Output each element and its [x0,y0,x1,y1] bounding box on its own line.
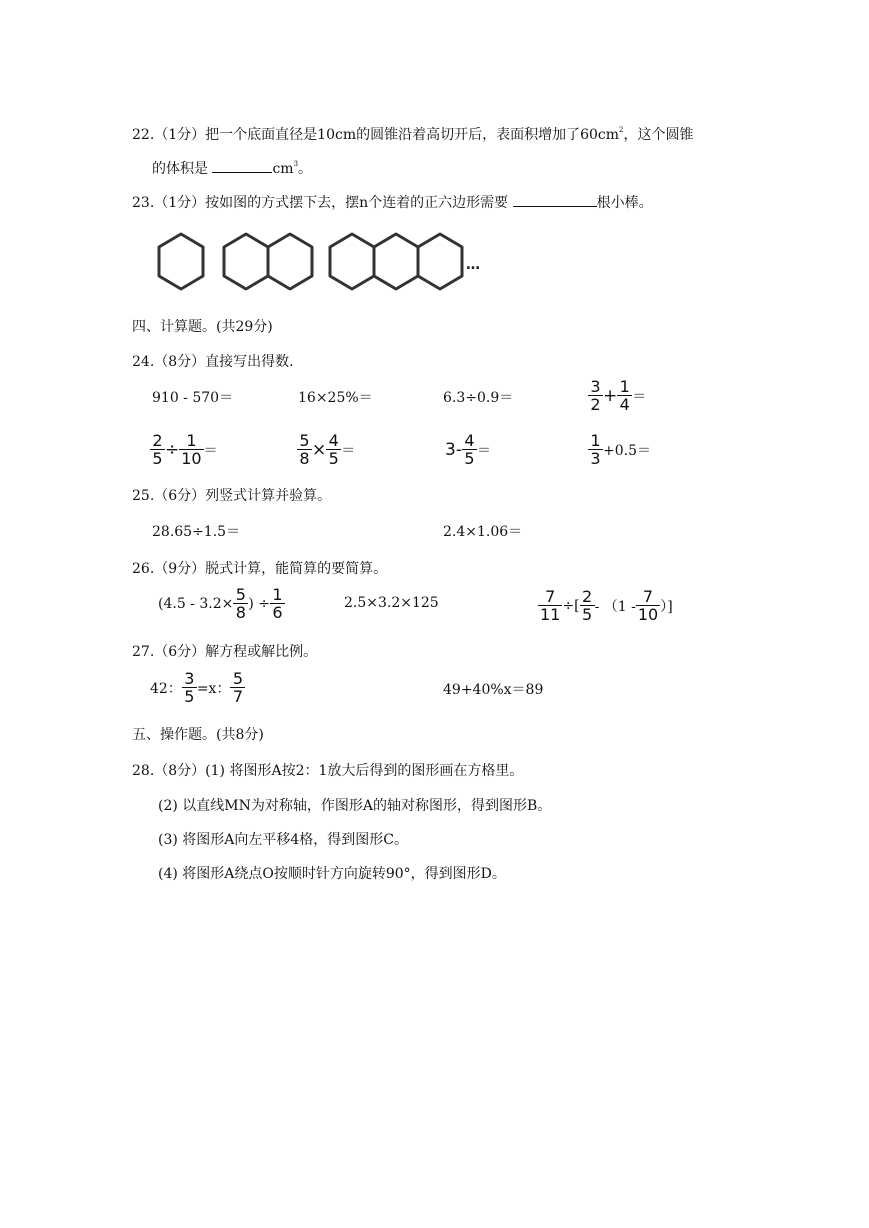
hexagon-3c [418,234,462,289]
fraction: $\frac{2}{5}$ [151,432,164,467]
section-4-heading: 四、计算题。(共29分) [132,319,273,335]
q25-title: 25.（6分）列竖式计算并验算。 [132,488,332,504]
q26-title: 26.（9分）脱式计算，能简算的要简算。 [132,561,388,577]
fraction: $\frac{1}{4}$ [618,378,631,413]
fraction: $\frac{4}{5}$ [463,432,476,467]
q24-expr-4: $\frac{3}{2}$ + $\frac{1}{4}$ ＝ [588,378,646,413]
q27-expr-2: 49+40%x＝89 [443,682,544,698]
q23-line: 23.（1分）按如图的方式摆下去，摆n个连着的正六边形需要 根小棒。 [132,192,653,212]
q22-line2: 的体积是 $cm^3$。 [152,160,313,177]
hexagon-3a [330,234,374,289]
section-5-heading: 五、操作题。(共8分) [132,727,264,743]
q26-expr-2: 2.5×3.2×125 [344,595,439,611]
fraction: $\frac{1}{3}$ [589,432,602,467]
fraction: $\frac{7}{10}$ [637,587,659,624]
hexagon-1 [159,234,203,289]
hexagon-2b [268,234,312,289]
fraction: $\frac{1}{6}$ [271,586,284,621]
answer-blank-23[interactable] [513,192,597,207]
fraction: $\frac{3}{5}$ [183,670,196,705]
q26-expr-1: (4.5 - 3.2× $\frac{5}{8}$ ) ÷ $\frac{1}{6}$ [158,586,285,621]
q24-expr-2: 16×25%＝ [298,390,373,406]
hexagon-2a [224,234,268,289]
q24-expr-8: $\frac{1}{3}$ +0.5＝ [588,432,651,467]
q28-line-2: (2) 以直线MN为对称轴，作图形A的轴对称图形，得到图形B。 [158,798,552,814]
q24-expr-7: 3- $\frac{4}{5}$ ＝ [445,431,491,468]
q22-line1: 22.（1分）把一个底面直径是10cm的圆锥沿着高切开后，表面积增加了$60cm^2$，这个圆锥 [132,126,694,143]
fraction: $\frac{5}{8}$ [298,432,311,467]
fraction: $\frac{2}{5}$ [581,588,594,623]
q25-expr-1: 28.65÷1.5＝ [152,524,241,540]
answer-blank-22[interactable] [212,158,272,173]
fraction: $\frac{1}{10}$ [181,431,202,468]
fraction: $\frac{3}{2}$ [589,378,602,413]
ellipsis: … [466,257,480,273]
hexagon-pattern-figure [150,230,490,300]
fraction: $\frac{5}{8}$ [234,586,247,621]
q27-expr-1: 42： $\frac{3}{5}$ =x： $\frac{5}{7}$ [150,670,245,705]
q24-expr-6: $\frac{5}{8}$ × $\frac{4}{5}$ ＝ [297,432,355,467]
q24-expr-1: 910 - 570＝ [152,390,234,406]
q25-expr-2: 2.4×1.06＝ [443,524,523,540]
q28-line-4: (4) 将图形A绕点O按顺时针方向旋转90°，得到图形D。 [158,866,506,882]
q24-title: 24.（8分）直接写出得数. [132,354,294,370]
fraction: $\frac{7}{11}$ [540,587,561,624]
hexagon-3b [374,234,418,289]
q28-line-3: (3) 将图形A向左平移4格，得到图形C。 [158,832,409,848]
q27-title: 27.（6分）解方程或解比例。 [132,644,318,660]
q24-expr-5: $\frac{2}{5}$ ÷ $\frac{1}{10}$ ＝ [150,432,218,467]
fraction: $\frac{4}{5}$ [327,432,340,467]
q28-line-1: 28.（8分）(1) 将图形A按2：1放大后得到的图形画在方格里。 [132,763,524,779]
fraction: $\frac{5}{7}$ [231,670,244,705]
q24-expr-3: 6.3÷0.9＝ [443,390,514,406]
q26-expr-3: $\frac{7}{11}$ ÷[ $\frac{2}{5}$ - （1 - $\frac{7}{10}$ ）] [540,587,673,624]
